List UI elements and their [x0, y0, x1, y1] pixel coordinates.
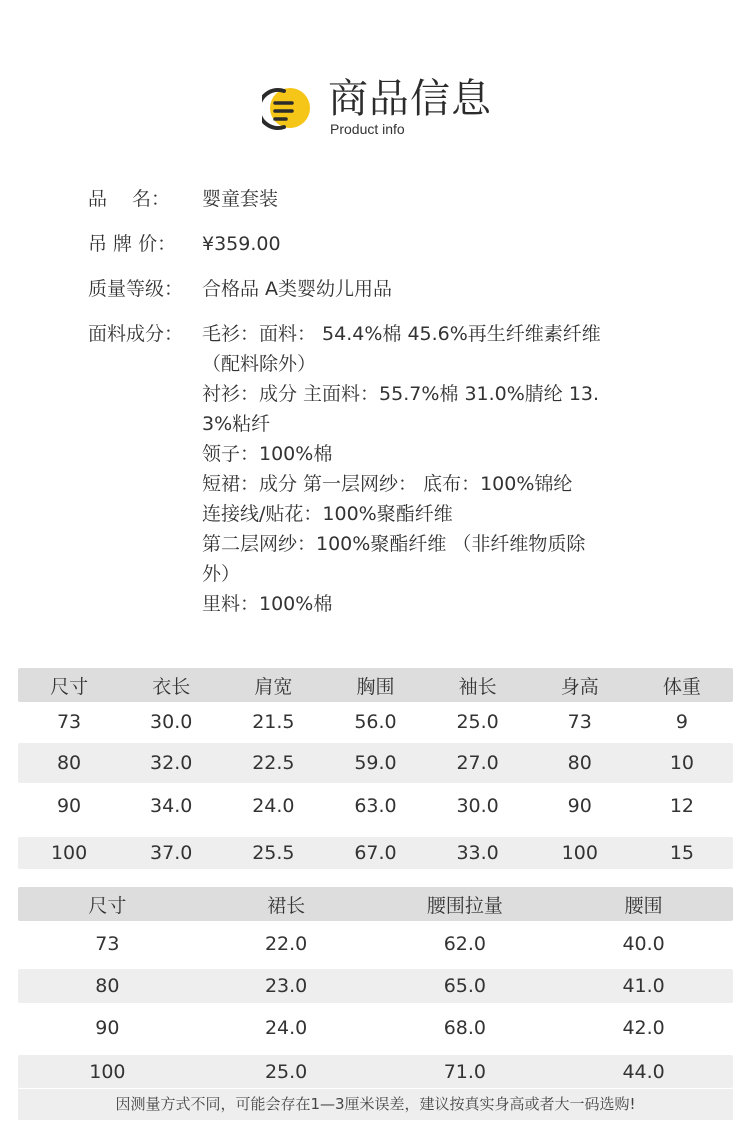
table-cell: 32.0 — [150, 752, 193, 774]
table-cell: 15 — [669, 842, 694, 864]
table-cell: 9 — [675, 711, 688, 733]
table-cell: 25.0 — [456, 711, 499, 733]
fabric-line: 外） — [202, 563, 241, 585]
fabric-line: 里料：100%棉 — [202, 593, 333, 615]
grade-value: 合格品 A类婴幼儿用品 — [202, 278, 393, 300]
info-row-grade — [88, 274, 688, 304]
table-cell: 25.0 — [264, 1060, 308, 1083]
table-cell: 73 — [56, 711, 82, 733]
table-cell: 30.0 — [456, 794, 499, 817]
table-cell: 42.0 — [622, 1017, 665, 1039]
table-cell: 63.0 — [354, 794, 397, 817]
fabric-line: （配料除外） — [202, 353, 317, 375]
table-header-row — [18, 887, 733, 921]
table-cell: 80 — [56, 752, 82, 774]
table-cell: 56.0 — [354, 711, 397, 733]
table-cell: 73 — [95, 933, 120, 955]
column-header: 腰围 — [624, 894, 663, 917]
fabric-line: 毛衫：面料： 54.4%棉 45.6%再生纤维素纤维 — [202, 323, 601, 345]
table-cell: 24.0 — [252, 794, 295, 817]
table-cell: 90 — [567, 794, 592, 817]
table-cell: 24.0 — [264, 1017, 308, 1039]
table-cell: 71.0 — [443, 1060, 487, 1083]
page-subtitle: Product info — [330, 121, 405, 137]
column-header: 体重 — [662, 675, 701, 698]
table-cell: 68.0 — [443, 1017, 487, 1039]
table-cell: 100 — [89, 1060, 126, 1083]
skirt-size-table — [18, 887, 733, 1088]
table-cell: 21.5 — [252, 711, 295, 733]
table-cell: 37.0 — [150, 842, 193, 864]
table-cell: 73 — [567, 711, 592, 733]
table-cell: 40.0 — [622, 933, 665, 955]
table-cell: 27.0 — [456, 752, 499, 774]
fabric-line: 第二层网纱：100%聚酯纤维 （非纤维物质除 — [202, 533, 586, 555]
table-row — [18, 743, 733, 783]
section-header — [262, 74, 502, 140]
table-cell: 59.0 — [354, 752, 397, 774]
grade-label: 质量等级： — [88, 278, 184, 300]
table-row — [18, 784, 733, 827]
fabric-line: 3%粘纤 — [202, 413, 271, 435]
top-size-table — [18, 668, 733, 869]
table-cell: 22.5 — [252, 752, 295, 774]
column-header: 身高 — [560, 675, 599, 698]
table-cell: 62.0 — [443, 933, 487, 955]
column-header: 腰围拉量 — [426, 894, 503, 917]
product-info — [88, 184, 688, 634]
table-cell: 33.0 — [456, 842, 499, 864]
price-value: ¥359.00 — [202, 233, 281, 255]
table-cell: 10 — [669, 752, 694, 774]
table-cell: 100 — [561, 842, 598, 864]
fabric-line: 连接线/贴花：100%聚酯纤维 — [202, 503, 453, 525]
note-icon — [262, 86, 314, 132]
table-cell: 44.0 — [622, 1060, 665, 1083]
info-row-name — [88, 184, 688, 214]
column-header: 尺寸 — [88, 894, 127, 917]
table-row — [18, 702, 733, 742]
fabric-line: 衬衫：成分 主面料：55.7%棉 31.0%腈纶 13. — [202, 383, 600, 405]
name-label: 品 名： — [88, 188, 171, 210]
table-cell: 90 — [56, 794, 82, 817]
table-cell: 41.0 — [622, 975, 665, 997]
info-row-price — [88, 229, 688, 259]
table-cell: 34.0 — [150, 794, 193, 817]
column-header: 衣长 — [152, 675, 191, 698]
table-row — [18, 837, 733, 869]
table-cell: 30.0 — [150, 711, 193, 733]
table-row — [18, 1003, 733, 1053]
column-header: 胸围 — [356, 675, 395, 698]
table-cell: 12 — [669, 794, 694, 817]
column-header: 肩宽 — [254, 675, 293, 698]
column-header: 袖长 — [458, 675, 497, 698]
fabric-line: 短裙：成分 第一层网纱： 底布：100%锦纶 — [202, 473, 573, 495]
page-title: 商品信息 — [328, 76, 492, 122]
table-row — [18, 969, 733, 1003]
fabric-value — [202, 319, 662, 619]
table-cell: 80 — [95, 975, 120, 997]
table-row — [18, 921, 733, 967]
table-cell: 100 — [50, 842, 88, 864]
table-cell: 23.0 — [264, 975, 308, 997]
price-label: 吊 牌 价： — [88, 233, 177, 255]
table-cell: 65.0 — [443, 975, 487, 997]
table-cell: 25.5 — [252, 842, 295, 864]
measurement-note: 因测量方式不同，可能会存在1—3厘米误差，建议按真实身高或者大一码选购! — [18, 1089, 733, 1120]
name-value: 婴童套装 — [202, 188, 279, 210]
column-header: 裙长 — [267, 894, 306, 917]
table-cell: 22.0 — [264, 933, 308, 955]
info-row-fabric — [88, 319, 688, 619]
fabric-line: 领子：100%棉 — [202, 443, 333, 465]
table-cell: 80 — [567, 752, 592, 774]
fabric-label: 面料成分： — [88, 323, 184, 345]
table-cell: 67.0 — [354, 842, 397, 864]
table-header-row — [18, 668, 733, 702]
column-header: 尺寸 — [50, 675, 89, 698]
table-row — [18, 1055, 733, 1088]
table-cell: 90 — [95, 1017, 120, 1039]
